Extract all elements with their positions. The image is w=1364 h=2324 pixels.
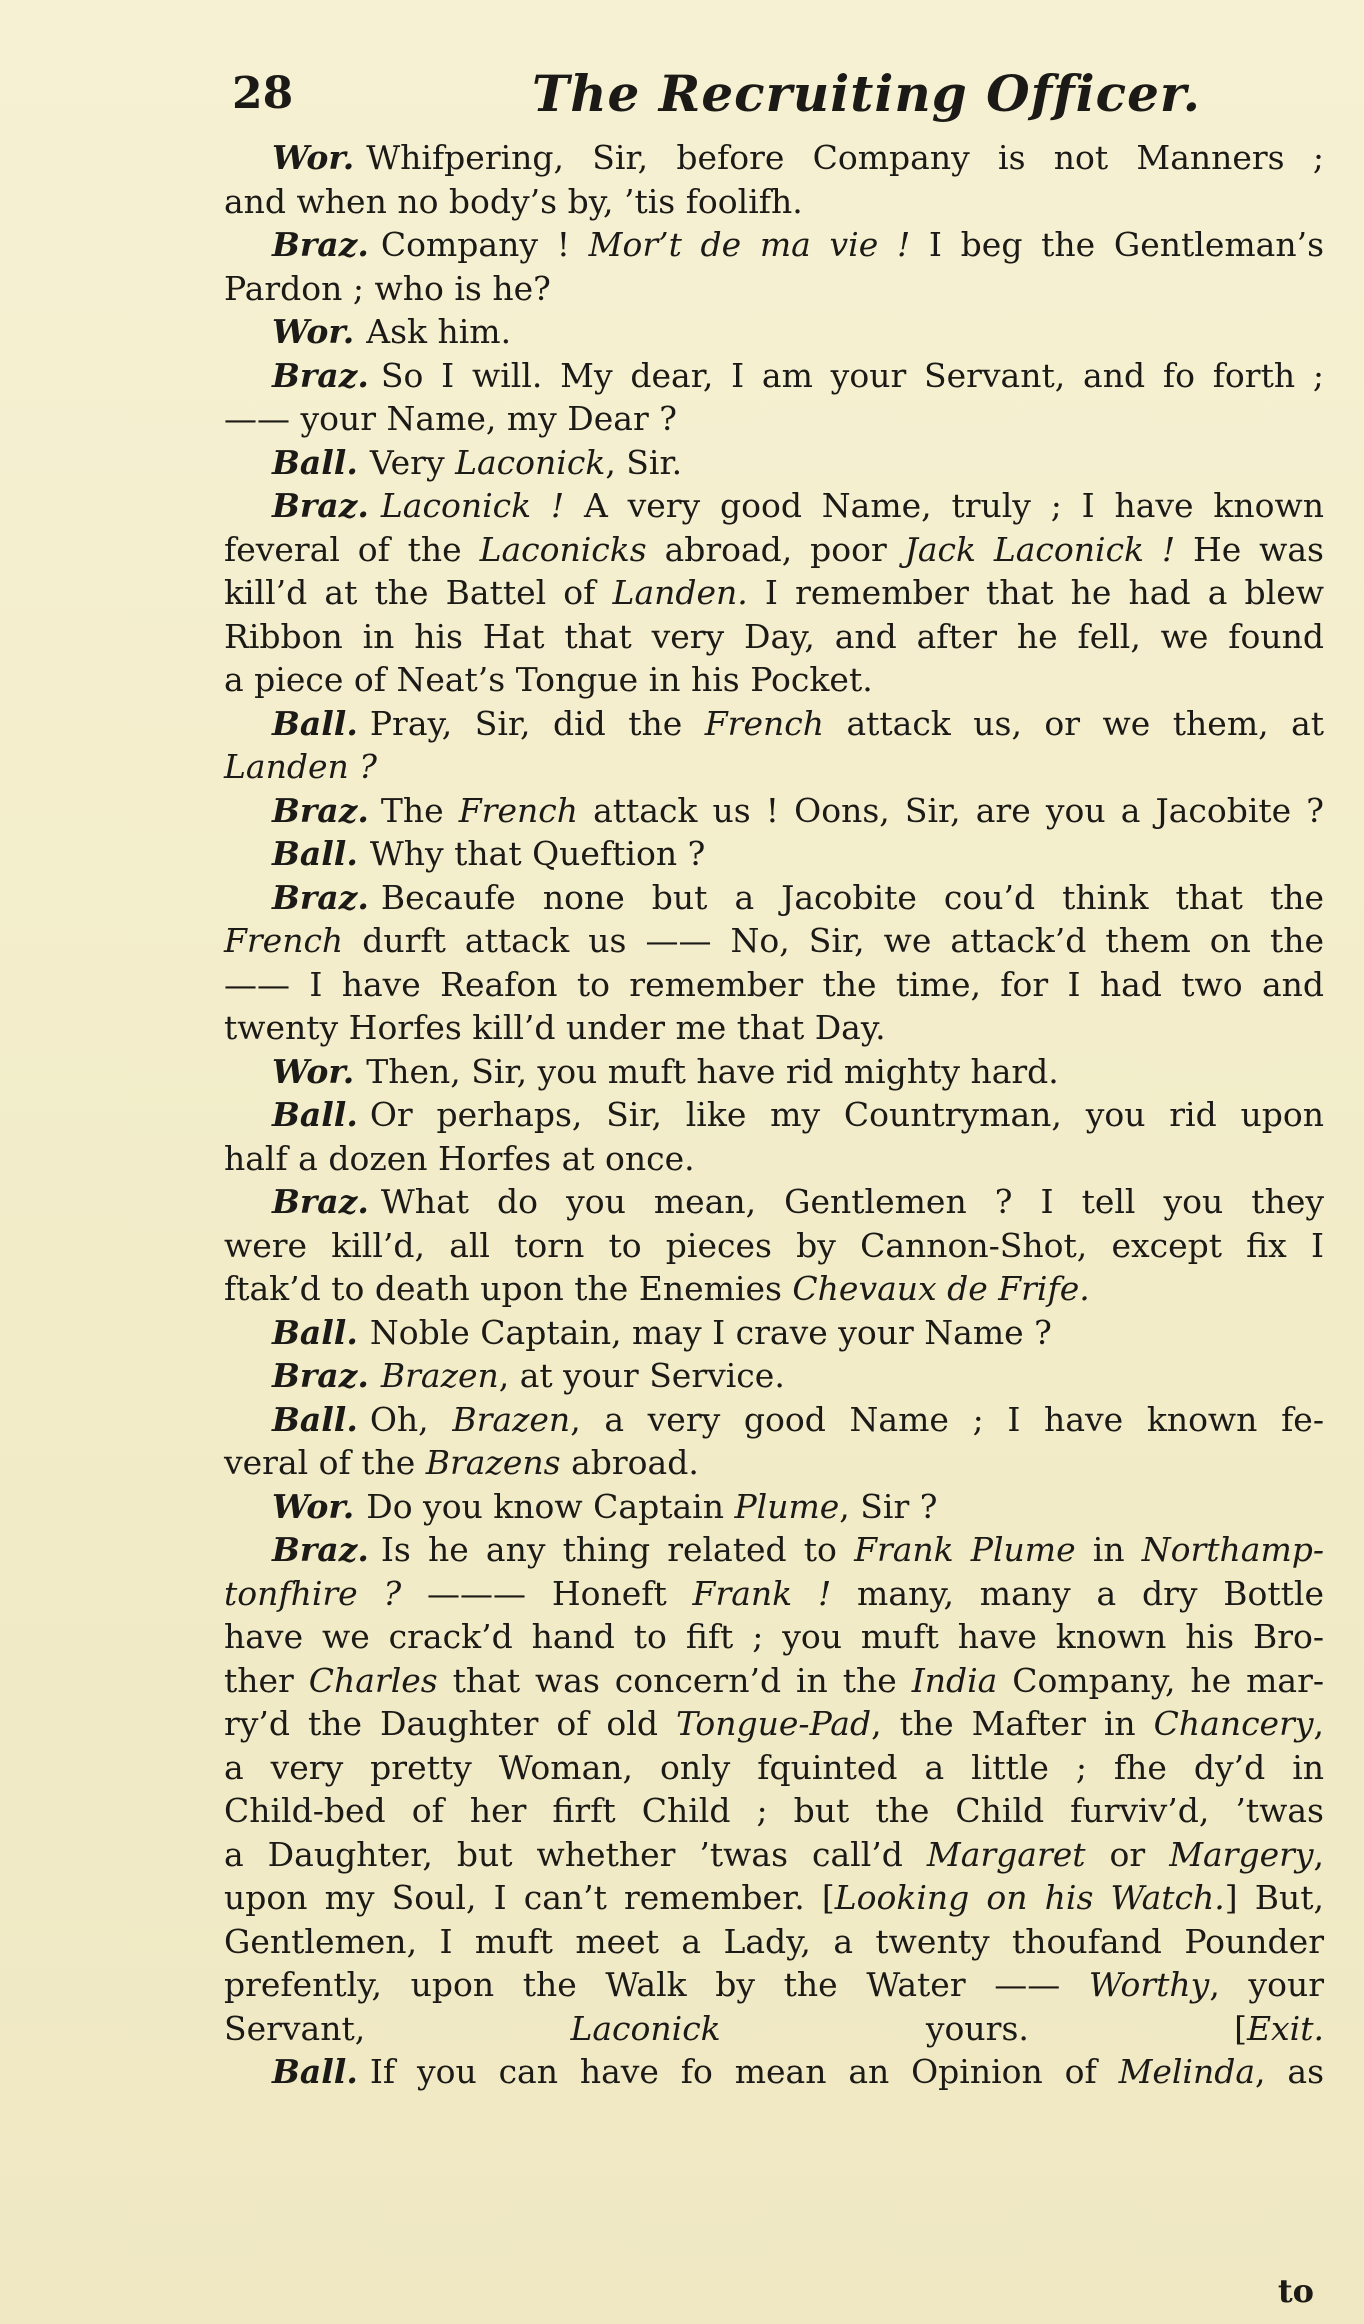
text-line (224, 1485, 1324, 1529)
text-line (224, 1659, 1324, 1703)
line-text: Ask him. (366, 312, 512, 351)
text-line (224, 1572, 1324, 1616)
speaker-name: Ball. (272, 834, 358, 873)
text-line (224, 571, 1324, 615)
line-text: Company, he mar- (997, 1660, 1324, 1700)
page-header (232, 60, 1322, 140)
line-text: Then, Sir, you muft have rid mighty hard. (366, 1051, 1059, 1091)
text-line (224, 1963, 1324, 2007)
line-text: If you can have fo mean an Opinion of (369, 2052, 1119, 2091)
text-line (224, 223, 1324, 267)
italic-text: Frank Plume (854, 1530, 1076, 1569)
italic-text: Brazen (380, 1356, 499, 1395)
text-line (224, 1876, 1324, 1920)
italic-text: Chancery (1153, 1704, 1314, 1743)
speaker-name: Ball. (272, 1312, 358, 1352)
line-text: Noble Captain, may I crave your Name ? (369, 1312, 1052, 1352)
line-text: in (1075, 1530, 1142, 1569)
line-text: , (1313, 1704, 1325, 1743)
text-line (224, 1615, 1324, 1659)
speaker-name: Wor. (272, 138, 355, 177)
line-text: , as (1255, 2052, 1324, 2091)
italic-text: Melinda (1118, 2052, 1256, 2091)
speaker-name: Braz. (272, 1530, 369, 1569)
italic-text: Northamp- (1141, 1530, 1325, 1569)
line-text: ther (224, 1660, 309, 1700)
italic-text: French (458, 790, 578, 830)
text-line (224, 702, 1324, 746)
line-text: Ribbon in his Hat that very Day, and after he fell, we found (224, 616, 1324, 656)
line-text: feveral of the (224, 529, 480, 569)
text-line (224, 1920, 1324, 1964)
text-line (224, 1093, 1324, 1137)
italic-text: Frank ! (692, 1573, 832, 1613)
line-text: a very pretty Woman, only fquinted a little ; fhe dy’d in (224, 1747, 1324, 1787)
italic-text: Laconick (455, 442, 606, 482)
text-line (224, 615, 1324, 659)
speaker-name: Ball. (272, 703, 358, 743)
italic-text: French (224, 921, 344, 960)
text-line (224, 528, 1324, 572)
line-text: a piece of Neat’s Tongue in his Pocket. (224, 660, 873, 699)
italic-text: Landen ? (224, 747, 377, 786)
line-text: or (1085, 1834, 1170, 1874)
line-text: , at your Service. (498, 1356, 785, 1395)
text-line (224, 1137, 1324, 1181)
speaker-name: Braz. (272, 225, 369, 264)
italic-text: India (911, 1660, 998, 1700)
line-text: , a very good Name ; I have known fe- (570, 1399, 1324, 1439)
line-text: Whifpering, Sir, before Company is not Manners ; (366, 138, 1324, 177)
line-text: The (380, 790, 459, 830)
line-text: —— your Name, my Dear ? (224, 399, 677, 438)
text-line (224, 1398, 1324, 1442)
text-line (224, 484, 1324, 528)
line-text: I beg the Gentleman’s (910, 225, 1325, 264)
speaker-name: Ball. (272, 1095, 358, 1134)
text-line (224, 789, 1324, 833)
text-line (224, 310, 1324, 354)
speaker-name: Wor. (272, 1486, 355, 1526)
speaker-name: Wor. (272, 1051, 355, 1091)
speaker-name: Ball. (272, 442, 358, 482)
text-line (224, 1702, 1324, 1746)
line-text: Becaufe none but a Jacobite cou’d think that the (380, 877, 1324, 917)
text-line (224, 1746, 1324, 1790)
line-text: abroad, poor (646, 529, 905, 569)
text-line (224, 354, 1324, 398)
text-line (224, 267, 1324, 311)
italic-text: Worthy (1088, 1965, 1210, 2004)
text-line (224, 1224, 1324, 1268)
line-text: a Daughter, but whether ’twas call’d (224, 1834, 927, 1874)
line-text: kill’d at the Battel of (224, 573, 613, 612)
line-text: have we crack’d hand to fift ; you muft have known his Bro- (224, 1617, 1324, 1656)
italic-text: Landen. (612, 573, 748, 612)
text-line (224, 1180, 1324, 1224)
line-text: , Sir ? (839, 1486, 938, 1526)
line-text: abroad. (560, 1443, 699, 1482)
italic-text: Laconick ! (380, 486, 565, 525)
line-text: Gentlemen, I muft meet a Lady, a twenty thoufand Pounder (224, 1921, 1324, 1961)
italic-text: Mor’t de ma vie ! (588, 225, 911, 264)
text-line (224, 1833, 1324, 1877)
line-text: , Sir. (605, 442, 683, 482)
line-text: were kill’d, all torn to pieces by Cannon-Shot, except fix I (224, 1225, 1324, 1265)
line-text: and when no body’s by, ’tis foolifh. (224, 181, 803, 221)
line-text: Or perhaps, Sir, like my Countryman, you rid upon (369, 1095, 1324, 1134)
line-text: Very (369, 442, 456, 482)
text-line (224, 1006, 1324, 1050)
speaker-name: Braz. (272, 790, 369, 830)
speaker-name: Braz. (272, 1356, 369, 1395)
line-text: prefently, upon the Walk by the Water —— (224, 1965, 1089, 2004)
line-text: ——— Honeft (401, 1573, 693, 1613)
text-line (224, 1050, 1324, 1094)
line-text: attack us, or we them, at (823, 703, 1324, 743)
page-number: 28 (232, 68, 294, 119)
line-text: , (1313, 1834, 1325, 1874)
line-text: many, many a dry Bottle (831, 1573, 1325, 1613)
text-line (224, 1528, 1324, 1572)
text-line (224, 1267, 1324, 1311)
play-text (224, 136, 1324, 2094)
line-text: Servant, (224, 2008, 571, 2048)
italic-text: Margery (1169, 1834, 1314, 1874)
italic-text: Tongue-Pad (675, 1704, 872, 1743)
line-text: So I will. My dear, I am your Servant, and fo forth ; (380, 355, 1324, 395)
catchword: to (1277, 2272, 1314, 2310)
line-text: that was concern’d in the (437, 1660, 912, 1700)
italic-text: French (704, 703, 824, 743)
italic-text: Brazens (425, 1443, 561, 1482)
text-line (224, 1354, 1324, 1398)
line-text: He was (1175, 529, 1324, 569)
text-line (224, 876, 1324, 920)
line-text: A very good Name, truly ; I have known (564, 486, 1324, 525)
line-text: half a dozen Horfes at once. (224, 1138, 695, 1178)
speaker-name: Braz. (272, 877, 369, 917)
line-text: Is he any thing related to (380, 1530, 855, 1569)
line-text: Pray, Sir, did the (369, 703, 705, 743)
line-text: ] But, (1224, 1878, 1325, 1917)
line-text: , the Mafter in (871, 1704, 1154, 1743)
text-line (224, 2050, 1324, 2094)
italic-text: tonfhire ? (224, 1573, 402, 1613)
text-line (224, 745, 1324, 789)
running-title: The Recruiting Officer. (532, 64, 1202, 123)
line-text: Child-bed of her firft Child ; but the Child furviv’d, ’twas (224, 1791, 1324, 1830)
text-line (224, 136, 1324, 180)
line-text: Pardon ; who is he? (224, 268, 551, 308)
line-text: veral of the (224, 1443, 426, 1482)
text-line (224, 919, 1324, 963)
line-text: ftak’d to death upon the Enemies (224, 1269, 793, 1308)
line-text: durft attack us —— No, Sir, we attack’d them on the (343, 921, 1324, 960)
line-text: I remember that he had a blew (747, 573, 1324, 612)
line-text: Do you know Captain (366, 1486, 735, 1526)
text-line (224, 397, 1324, 441)
text-line (224, 1311, 1324, 1355)
speaker-name: Ball. (272, 2052, 358, 2091)
text-line (224, 441, 1324, 485)
italic-text: Laconick (570, 2008, 721, 2048)
line-text: ry’d the Daughter of old (224, 1704, 676, 1743)
line-text: What do you mean, Gentlemen ? I tell you they (380, 1182, 1324, 1221)
speaker-name: Braz. (272, 355, 369, 395)
italic-text: Brazen (452, 1399, 571, 1439)
italic-text: Chevaux de Frife. (792, 1269, 1090, 1308)
line-text: Why that Queftion ? (369, 834, 706, 873)
text-line (224, 658, 1324, 702)
speaker-name: Wor. (272, 312, 355, 351)
line-text: —— I have Reafon to remember the time, for I had two and (224, 964, 1324, 1004)
line-text: twenty Horfes kill’d under me that Day. (224, 1008, 886, 1047)
speaker-name: Braz. (272, 486, 369, 525)
text-line (224, 963, 1324, 1007)
italic-text: Plume (734, 1486, 840, 1526)
line-text: upon my Soul, I can’t remember. [ (224, 1878, 835, 1917)
text-line (224, 180, 1324, 224)
text-line (224, 2007, 1324, 2051)
line-text: attack us ! Oons, Sir, are you a Jacobite ? (577, 790, 1324, 830)
italic-text: Charles (308, 1660, 438, 1700)
italic-text: Margaret (926, 1834, 1086, 1874)
text-line (224, 832, 1324, 876)
italic-text: Jack Laconick ! (904, 529, 1176, 569)
speaker-name: Ball. (272, 1399, 358, 1439)
italic-text: Exit. (1246, 2008, 1324, 2048)
text-line (224, 1441, 1324, 1485)
line-text: Oh, (369, 1399, 453, 1439)
line-text: , your (1209, 1965, 1324, 2004)
italic-text: Looking on his Watch. (834, 1878, 1225, 1917)
italic-text: Laconicks (479, 529, 647, 569)
line-text: yours. [ (720, 2008, 1247, 2048)
line-text: Company ! (380, 225, 589, 264)
speaker-name: Braz. (272, 1182, 369, 1221)
text-line (224, 1789, 1324, 1833)
